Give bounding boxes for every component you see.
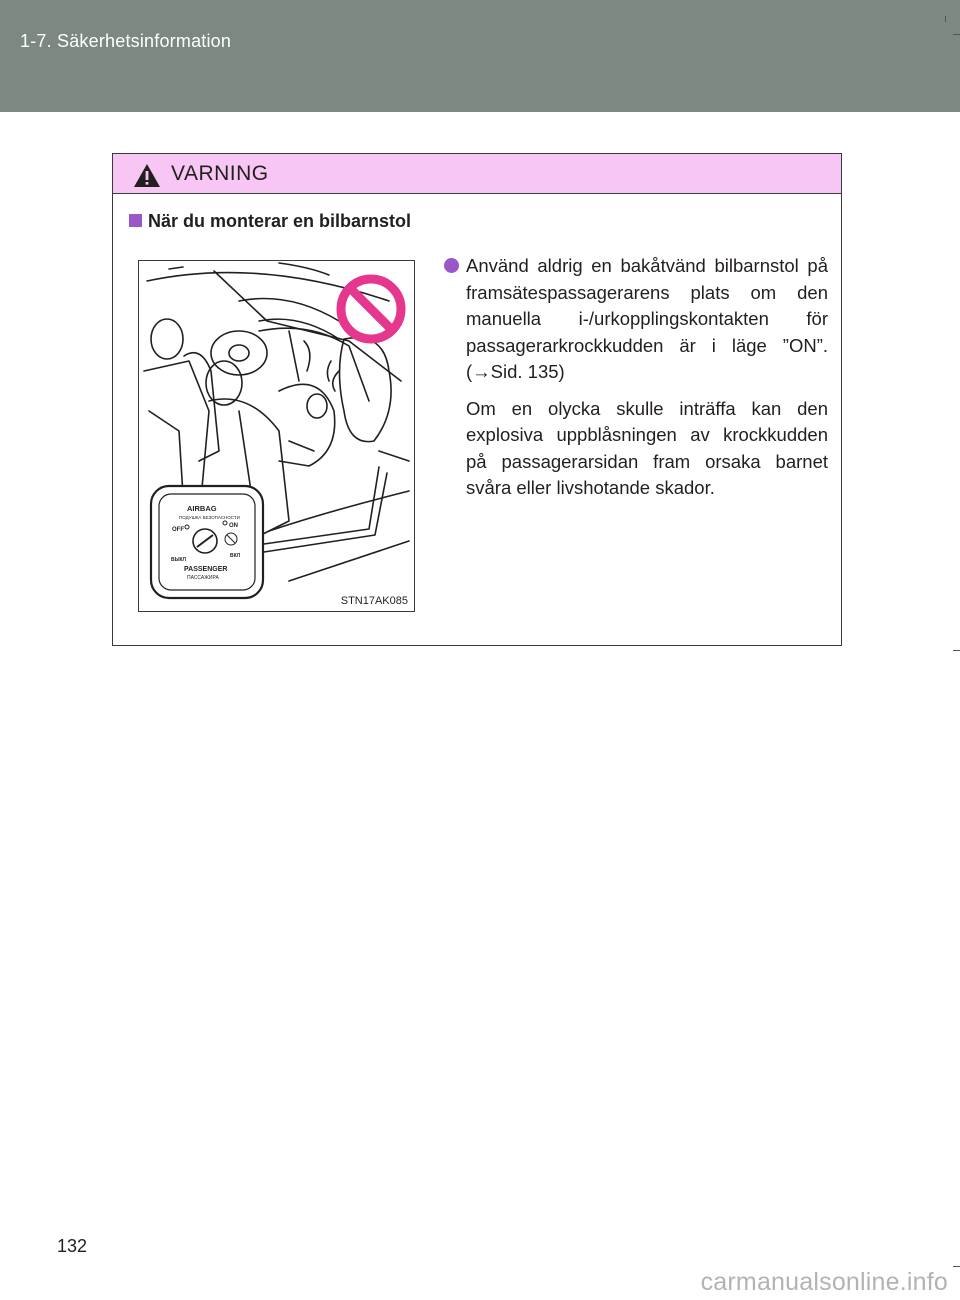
prohibition-icon [341,279,401,339]
warning-triangle-icon [133,163,161,188]
crop-mark [953,1266,960,1267]
round-bullet-icon [444,258,459,273]
airbag-switch-inset [151,486,263,598]
section-title: 1-7. Säkerhetsinformation [20,31,232,51]
warning-header [113,154,841,194]
header-band [0,0,960,112]
warning-box [112,153,842,646]
page-number: 132 [57,1236,88,1256]
watermark: carmanualsonline.info [700,1268,948,1296]
svg-text:OFF: OFF [172,527,184,533]
crop-mark [945,16,946,22]
subheading [129,211,411,232]
airbag-illustration [138,260,415,612]
svg-text:ВКЛ: ВКЛ [230,553,241,559]
svg-text:ПОДУШКА БЕЗОПАСНОСТИ: ПОДУШКА БЕЗОПАСНОСТИ [179,515,240,520]
svg-text:ВЫКЛ: ВЫКЛ [171,557,187,563]
subheading-text: När du monterar en bilbarnstol [148,211,412,231]
square-bullet-icon [129,214,142,227]
warning-paragraph-1: Använd aldrig en bakåtvänd bilbarnstol på framsätespassagerarens plats om den manuella i-/urkopplingskontakten för passagerarkrockkudden är i läge ”ON”. (→Sid. 135) [466,255,828,382]
crop-mark [953,650,960,651]
svg-text:PASSENGER: PASSENGER [184,566,228,573]
svg-text:ПАССАЖИРА: ПАССАЖИРА [187,575,219,581]
svg-text:AIRBAG: AIRBAG [187,504,217,513]
warning-paragraph-2: Om en olycka skulle inträffa kan den explosiva uppblåsningen av krockkudden på passagerarsidan fram orsaka barnet svåra eller livshotande skador. [466,397,828,498]
warning-bullet [444,253,828,502]
svg-text:ON: ON [229,523,238,529]
warning-title: VARNING [171,162,269,185]
crop-mark [953,34,960,35]
car-interior-drawing [139,261,415,612]
figure-code: STN17AK085 [340,595,408,607]
